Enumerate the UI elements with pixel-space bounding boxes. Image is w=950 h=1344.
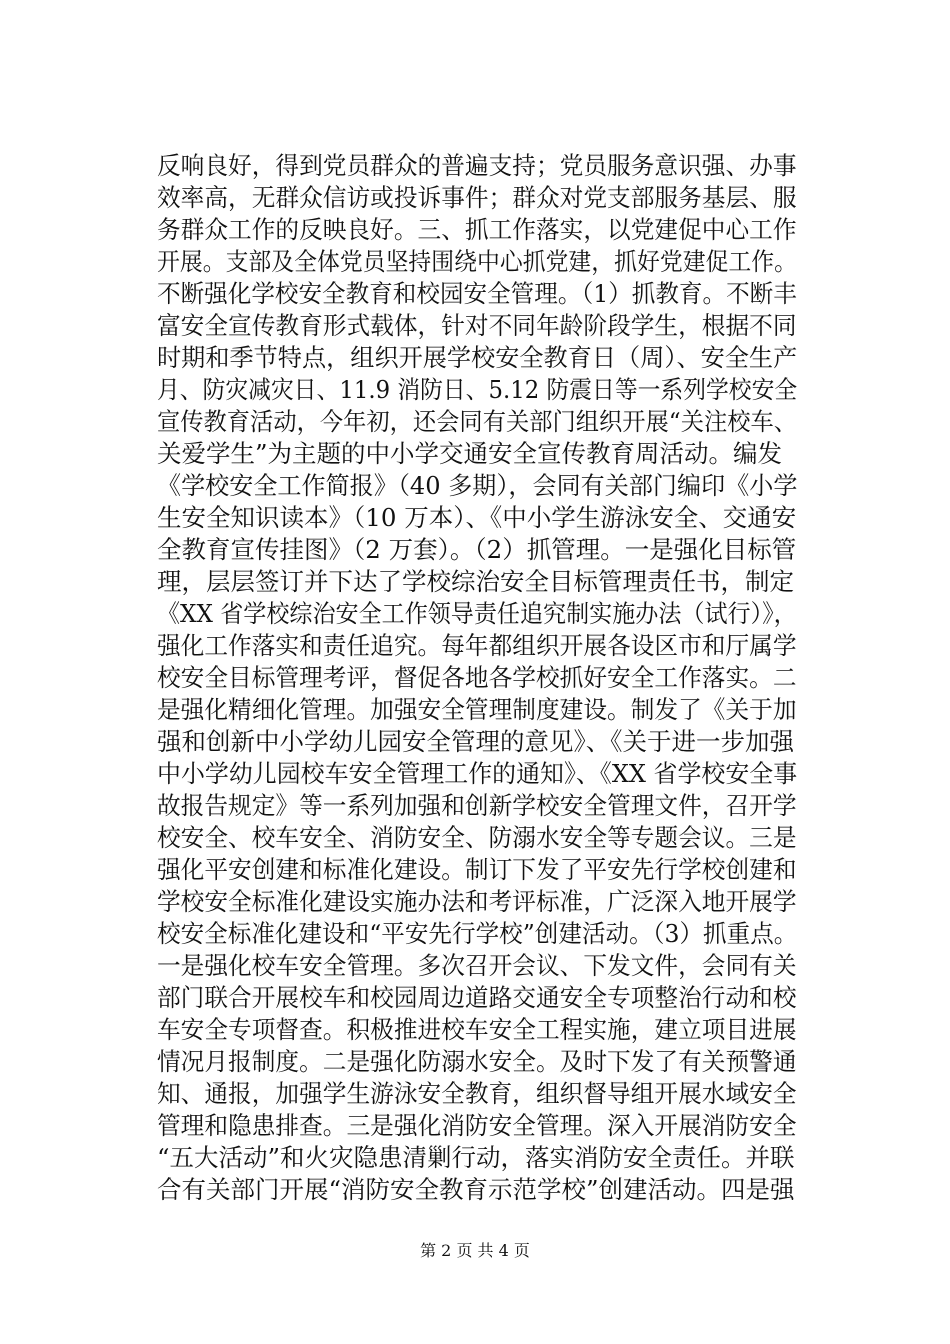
text-line: 时期和季节特点，组织开展学校安全教育日（周）、安全生产 bbox=[157, 343, 798, 372]
text-line: 月、防灾减灾日、11.9 消防日、5.12 防震日等一系列学校安全 bbox=[157, 375, 798, 404]
text-line: 宣传教育活动，今年初，还会同有关部门组织开展“关注校车、 bbox=[157, 407, 798, 436]
text-line: 强化平安创建和标准化建设。制订下发了平安先行学校创建和 bbox=[157, 855, 797, 884]
text-line: 中小学幼儿园校车安全管理工作的通知》、《XX 省学校安全事 bbox=[157, 759, 798, 788]
text-line: 故报告规定》等一系列加强和创新学校安全管理文件，召开学 bbox=[157, 791, 797, 820]
page-footer: 第 2 页 共 4 页 bbox=[420, 1241, 530, 1260]
body-paragraph bbox=[157, 150, 797, 1206]
text-line: 情况月报制度。二是强化防溺水安全。及时下发了有关预警通 bbox=[157, 1047, 797, 1076]
text-line: 不断强化学校安全教育和校园安全管理。（1）抓教育。不断丰 bbox=[157, 279, 797, 308]
text-line: 是强化精细化管理。加强安全管理制度建设。制发了《关于加 bbox=[157, 695, 797, 724]
text-line: 关爱学生”为主题的中小学交通安全宣传教育周活动。编发 bbox=[157, 439, 783, 468]
text-line: 效率高，无群众信访或投诉事件；群众对党支部服务基层、服 bbox=[157, 183, 797, 212]
text-line: 全教育宣传挂图》（2 万套）。（2）抓管理。一是强化目标管 bbox=[157, 535, 797, 564]
text-line: 强和创新中小学幼儿园安全管理的意见》、《关于进一步加强 bbox=[157, 727, 794, 756]
text-line: 合有关部门开展“消防安全教育示范学校”创建活动。四是强 bbox=[157, 1175, 795, 1204]
text-line: “五大活动”和火灾隐患清剿行动，落实消防安全责任。并联 bbox=[157, 1143, 795, 1172]
text-line: 学校安全标准化建设实施办法和考评标准，广泛深入地开展学 bbox=[157, 887, 797, 916]
text-line: 反响良好，得到党员群众的普遍支持；党员服务意识强、办事 bbox=[157, 151, 797, 180]
text-line: 部门联合开展校车和校园周边道路交通安全专项整治行动和校 bbox=[157, 983, 797, 1012]
text-line: 校安全目标管理考评，督促各地各学校抓好安全工作落实。二 bbox=[157, 663, 797, 692]
text-line: 理，层层签订并下达了学校综治安全目标管理责任书，制定 bbox=[157, 567, 794, 596]
text-line: 管理和隐患排查。三是强化消防安全管理。深入开展消防安全 bbox=[157, 1111, 797, 1140]
text-line: 强化工作落实和责任追究。每年都组织开展各设区市和厅属学 bbox=[157, 631, 797, 660]
text-line: 车安全专项督查。积极推进校车安全工程实施，建立项目进展 bbox=[157, 1015, 797, 1044]
text-line: 富安全宣传教育形式载体，针对不同年龄阶段学生，根据不同 bbox=[157, 311, 797, 340]
text-line: 校安全标准化建设和“平安先行学校”创建活动。（3）抓重点。 bbox=[157, 919, 798, 948]
text-line: 《学校安全工作简报》（40 多期），会同有关部门编印《小学 bbox=[157, 471, 798, 500]
text-line: 务群众工作的反映良好。三、抓工作落实，以党建促中心工作 bbox=[157, 215, 797, 244]
text-line: 生安全知识读本》（10 万本）、《中小学生游泳安全、交通安 bbox=[157, 503, 797, 532]
text-line: 《XX 省学校综治安全工作领导责任追究制实施办法（试行）》， bbox=[157, 599, 797, 628]
text-line: 知、通报，加强学生游泳安全教育，组织督导组开展水域安全 bbox=[157, 1079, 797, 1108]
text-line: 一是强化校车安全管理。多次召开会议、下发文件，会同有关 bbox=[157, 951, 797, 980]
text-line: 开展。支部及全体党员坚持围绕中心抓党建，抓好党建促工作。 bbox=[157, 247, 797, 276]
text-line: 校安全、校车安全、消防安全、防溺水安全等专题会议。三是 bbox=[157, 823, 797, 852]
